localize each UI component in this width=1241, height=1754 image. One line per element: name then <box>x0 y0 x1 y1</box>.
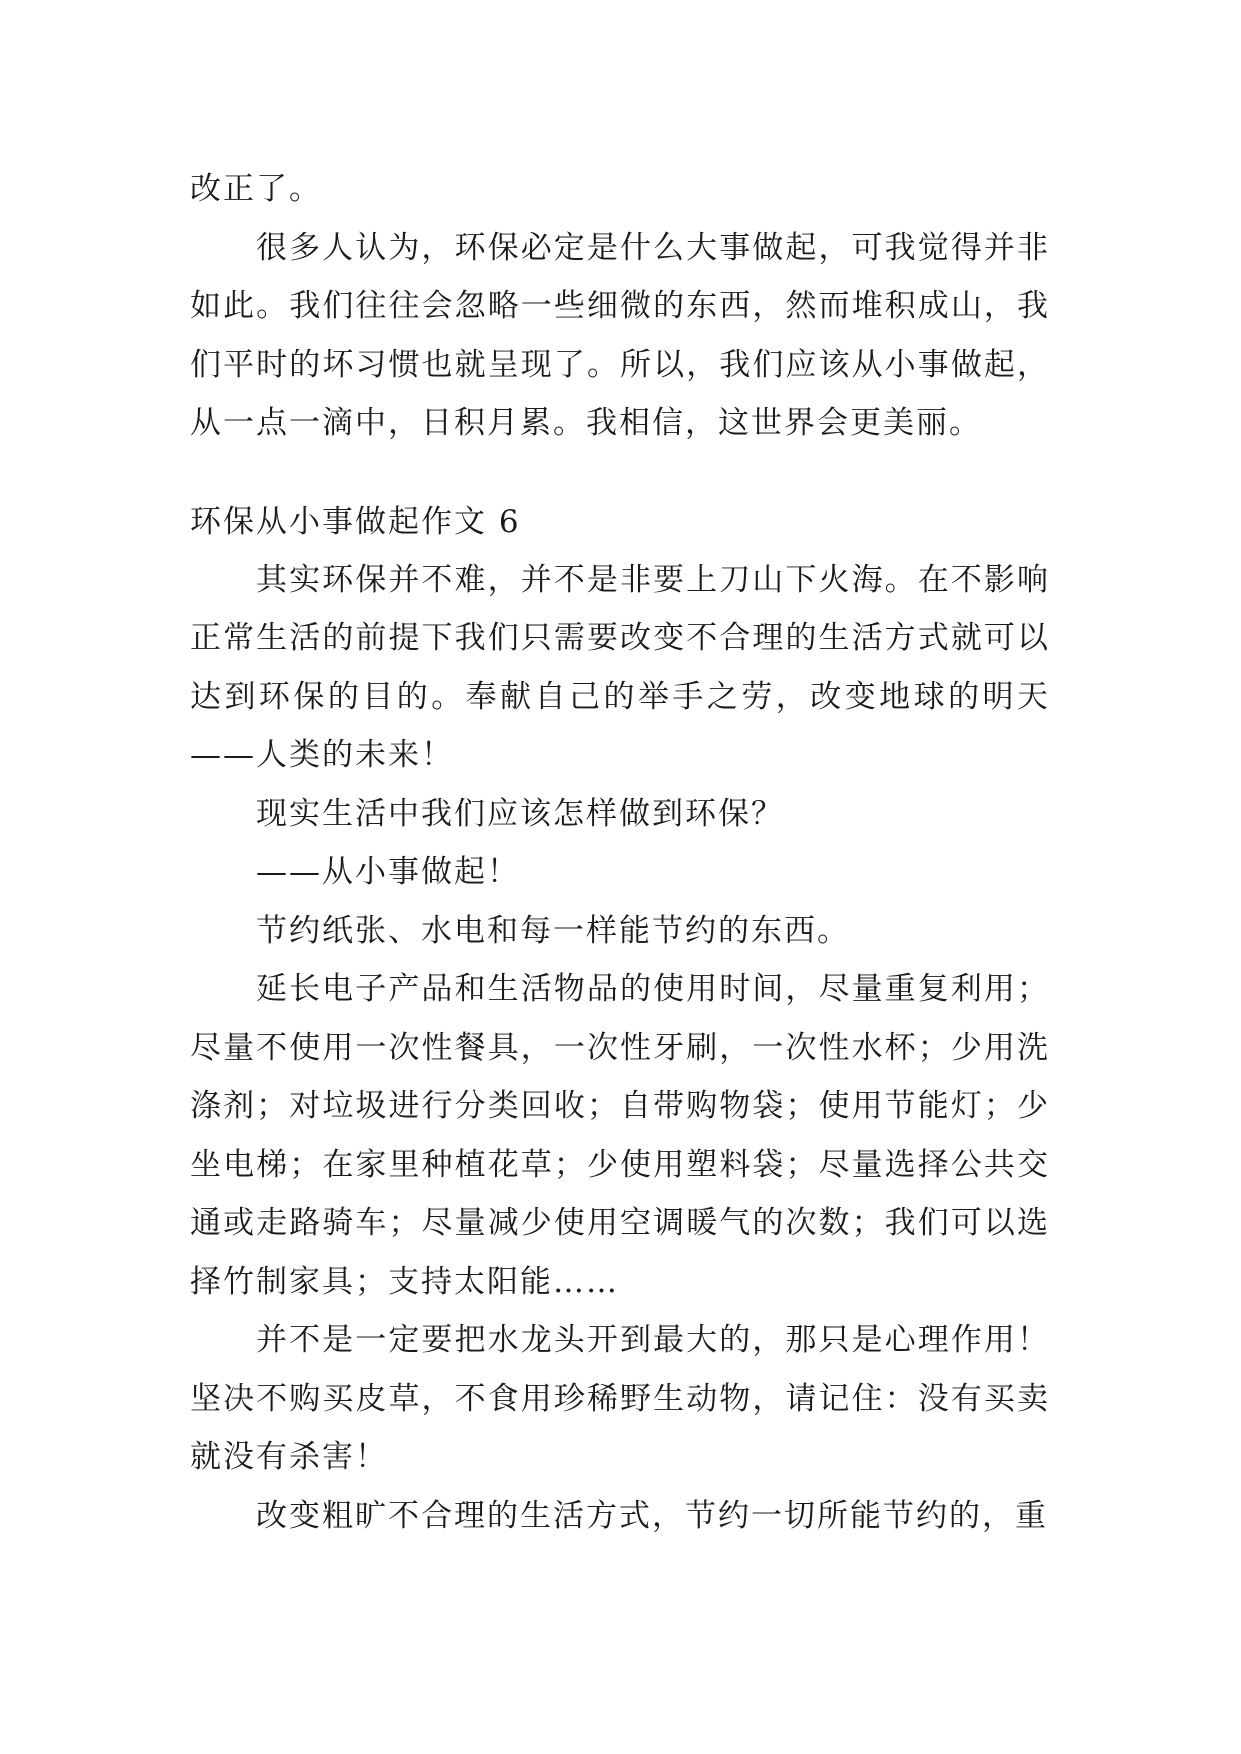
paragraph-answer: ——从小事做起！ <box>256 854 520 890</box>
paragraph-continuation: 改正了。 <box>190 171 322 207</box>
paragraph-save-resources: 节约纸张、水电和每一样能节约的东西。 <box>256 912 850 949</box>
paragraph-not-difficult: 其实环保并不难，并不是非要上刀山下火海。在不影响正常生活的前提下我们只需要改变不合理的生活方式就可以达到环保的目的。奉献自己的举手之劳，改变地球的明天——人类的未来！ <box>190 561 1050 773</box>
paragraph-tips-list: 延长电子产品和生活物品的使用时间，尽量重复利用；尽量不使用一次性餐具，一次性牙刷，一次性水杯；少用洗涤剂；对垃圾进行分类回收；自带购物袋；使用节能灯；少坐电梯；在家里种植花草；少使用塑料袋；尽量选择公共交通或走路骑车；尽量减少使用空调暖气的次数；我们可以选择竹制家具；支持太阳能…… <box>190 971 1050 1300</box>
paragraph-question: 现实生活中我们应该怎样做到环保？ <box>256 795 784 832</box>
paragraph-small-things: 很多人认为，环保必定是什么大事做起，可我觉得并非如此。我们往往会忽略一些细微的东西，然而堆积成山，我们平时的坏习惯也就呈现了。所以，我们应该从小事做起，从一点一滴中，日积月累。我相信，这世界会更美丽。 <box>190 229 1050 441</box>
essay-heading: 环保从小事做起作文 6 <box>190 503 521 540</box>
document-body <box>190 160 1050 1545</box>
paragraph-faucet: 并不是一定要把水龙头开到最大的，那只是心理作用！坚决不购买皮草，不食用珍稀野生动物，请记住：没有买卖就没有杀害！ <box>190 1322 1050 1475</box>
paragraph-lifestyle: 改变粗旷不合理的生活方式，节约一切所能节约的，重 <box>256 1497 1048 1534</box>
